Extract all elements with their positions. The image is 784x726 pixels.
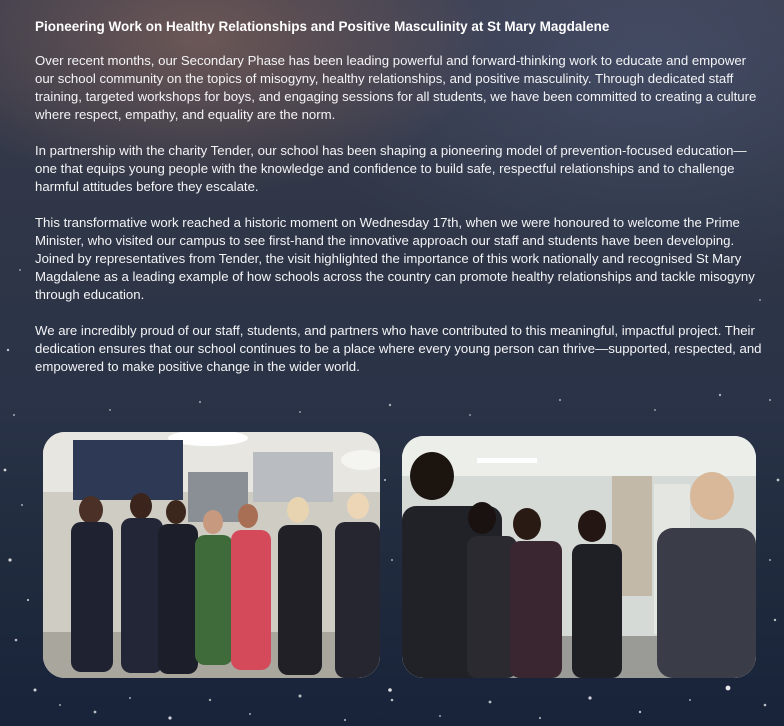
group-photo — [43, 432, 380, 678]
article — [35, 18, 765, 394]
article-paragraph: In partnership with the charity Tender, our school has been shaping a pioneering model of prevention-focused education—one that equips young people with the knowledge and confidence to build safe, respectful relationships and to challenge harmful attitudes before they escalate. — [35, 143, 747, 194]
article-paragraph: This transformative work reached a historic moment on Wednesday 17th, when we were honoured to welcome the Prime Minister, who visited our campus to see first-hand the innovative approach our staff and students have been developing. Joined by representatives from Tender, the visit highlighted the importance of this work nationally and recognised St Mary Magdalene as a leading example of how schools across the country can promote healthy relationships and tackle misogyny through education. — [35, 215, 755, 302]
article-paragraph: We are incredibly proud of our staff, students, and partners who have contributed to this meaningful, impactful project. Their dedication ensures that our school continues to be a place where every young person can thrive—supported, respected, and empowered to make positive change in the wider world. — [35, 323, 762, 374]
visit-photo — [402, 436, 756, 678]
article-title: Pioneering Work on Healthy Relationships and Positive Masculinity at St Mary Magdalene — [35, 19, 610, 34]
article-paragraph: Over recent months, our Secondary Phase has been leading powerful and forward-thinking work to educate and empower our school community on the topics of misogyny, healthy relationships, and positive masculinity. Through dedicated staff training, targeted workshops for boys, and engaging sessions for all students, we have been committed to creating a culture where respect, empathy, and equality are the norm. — [35, 53, 757, 122]
